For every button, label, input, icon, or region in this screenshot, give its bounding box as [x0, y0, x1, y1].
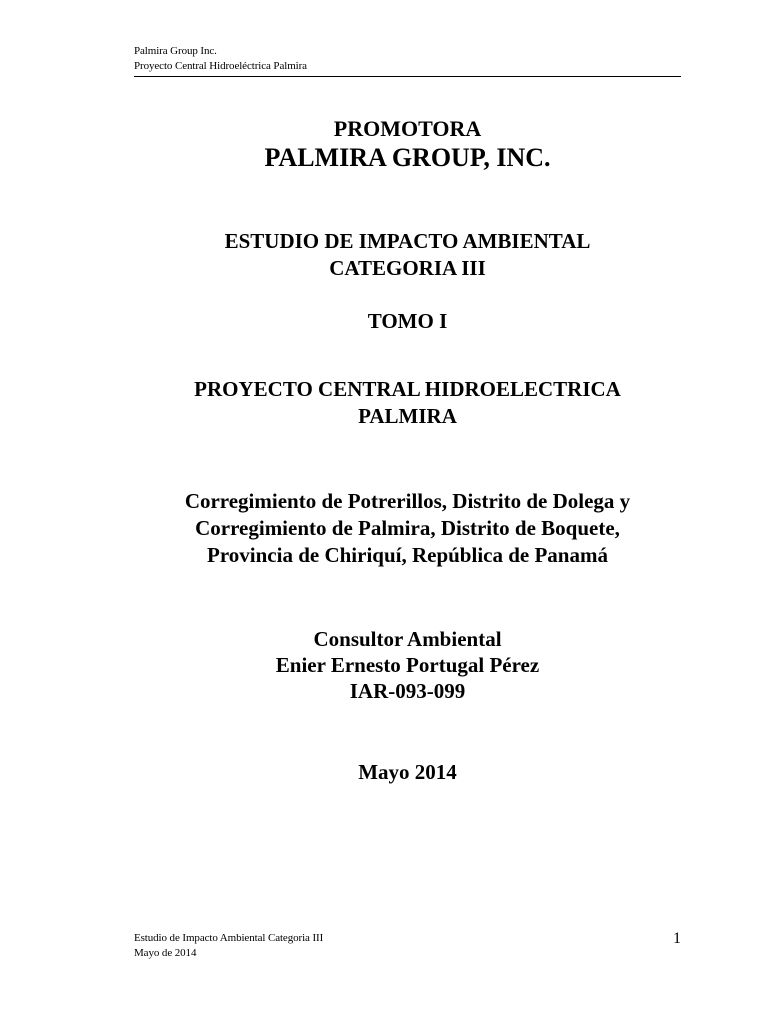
volume-label: TOMO I: [367, 309, 448, 333]
study-category-line: CATEGORIA III: [329, 256, 486, 280]
footer-study-title: Estudio de Impacto Ambiental Categoria III: [134, 932, 324, 944]
document-date: Mayo 2014: [358, 760, 457, 784]
consultant-role: Consultor Ambiental: [313, 627, 502, 651]
consultant-block: [134, 626, 681, 704]
project-title: [134, 376, 681, 430]
header-company: Palmira Group Inc.: [134, 45, 217, 57]
study-title-line: ESTUDIO DE IMPACTO AMBIENTAL: [224, 229, 591, 253]
location-line: Corregimiento de Palmira, Distrito de Boquete,: [195, 516, 620, 540]
page-number: 1: [673, 930, 681, 947]
page-footer: [134, 931, 434, 961]
project-location: [134, 488, 681, 569]
consultant-registration: IAR-093-099: [349, 679, 466, 703]
consultant-name: Enier Ernesto Portugal Pérez: [275, 653, 540, 677]
study-title: [134, 228, 681, 282]
header-project: Proyecto Central Hidroeléctrica Palmira: [134, 60, 307, 72]
project-name-line: PALMIRA: [358, 404, 457, 428]
location-line: Provincia de Chiriquí, República de Panamá: [207, 543, 608, 567]
location-line: Corregimiento de Potrerillos, Distrito de Dolega y: [184, 489, 631, 513]
company-name: PALMIRA GROUP, INC.: [264, 143, 551, 172]
project-title-line: PROYECTO CENTRAL HIDROELECTRICA: [194, 377, 621, 401]
header-divider: [134, 76, 681, 77]
footer-date: Mayo de 2014: [134, 947, 197, 959]
promotora-label: PROMOTORA: [333, 116, 482, 141]
page-header: [134, 44, 681, 74]
